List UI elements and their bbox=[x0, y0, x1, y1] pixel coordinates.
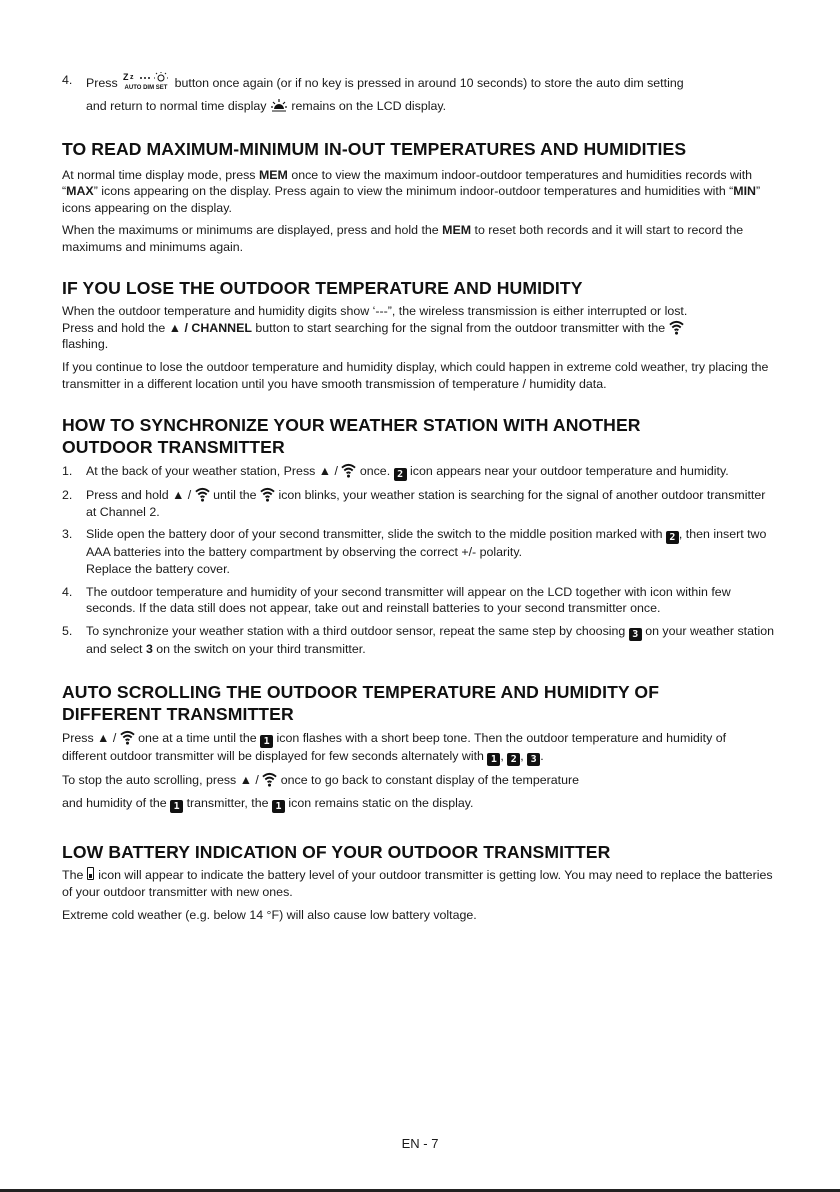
channel-icon: 2 bbox=[394, 468, 407, 481]
lose-paragraph-1: When the outdoor temperature and humidity digits show ‘---”, the wireless transmission is either interrupted or lost. bbox=[62, 304, 688, 319]
battery-icon bbox=[87, 867, 94, 880]
signal-icon bbox=[195, 487, 210, 502]
signal-icon bbox=[120, 730, 135, 745]
section-title-low-battery: LOW BATTERY INDICATION OF YOUR OUTDOOR TRANSMITTER bbox=[62, 841, 611, 862]
lose-paragraph-3: If you continue to lose the outdoor temperature and humidity display, which could happen in extreme cold weather, try placing the transmitter in a different location until you have smooth transmission of temperature / humidity data. bbox=[62, 359, 769, 391]
battery-paragraph-1: The icon will appear to indicate the battery level of your outdoor transmitter is getting low. You may need to replace the batteries of your outdoor transmitter with new ones. bbox=[62, 868, 773, 899]
section-title-max-min: TO READ MAXIMUM-MINIMUM IN-OUT TEMPERATURES AND HUMIDITIES bbox=[62, 139, 687, 160]
signal-icon bbox=[341, 463, 356, 478]
channel-icon: 2 bbox=[666, 531, 679, 544]
section-title-sync: HOW TO SYNCHRONIZE YOUR WEATHER STATION WITH ANOTHER OUTDOOR TRANSMITTER bbox=[62, 415, 641, 457]
auto-paragraph-1: Press ▲ / one at a time until the 1 icon flashes with a short beep tone. Then the outdoor temperature and humidity of different outdoor transmitter will be displayed for few seconds alternately with 1 , 2 , 3 . bbox=[62, 731, 727, 766]
channel-icon: 1 bbox=[272, 800, 285, 813]
section-title-lose-signal: IF YOU LOSE THE OUTDOOR TEMPERATURE AND HUMIDITY bbox=[62, 277, 583, 298]
svg-text:z: z bbox=[130, 74, 134, 81]
signal-icon bbox=[669, 320, 684, 335]
channel-icon: 1 bbox=[260, 735, 273, 748]
svg-text:AUTO DIM SET: AUTO DIM SET bbox=[124, 85, 168, 90]
lose-paragraph-2: Press and hold the ▲ / CHANNEL button to start searching for the signal from the outdoor transmitter with the flashing. bbox=[62, 320, 774, 353]
section-title-auto-scroll: AUTO SCROLLING THE OUTDOOR TEMPERATURE AND HUMIDITY OF DIFFERENT TRANSMITTER bbox=[62, 682, 660, 724]
page-number: EN - 7 bbox=[401, 1136, 439, 1151]
sync-step-5: 5. To synchronize your weather station with a third outdoor sensor, repeat the same step by choosing 3 on your weather station and select 3 on the switch on your third transmitter. bbox=[62, 623, 774, 656]
sun-icon bbox=[270, 98, 288, 112]
signal-icon bbox=[262, 772, 277, 787]
step-number: 4. bbox=[62, 73, 73, 87]
battery-paragraph-2: Extreme cold weather (e.g. below 14 °F) will also cause low battery voltage. bbox=[62, 907, 477, 922]
auto-paragraph-3: and humidity of the 1 transmitter, the 1 icon remains static on the display. bbox=[62, 795, 474, 812]
channel-icon: 1 bbox=[170, 800, 183, 813]
signal-icon bbox=[260, 487, 275, 502]
manual-page bbox=[62, 72, 774, 923]
channel-icon: 2 bbox=[507, 753, 520, 766]
step-4-auto-dim: 4. Press Z z AUTO DIM SET button once again (or if no key is pressed in around 10 seconds) to store the auto dim setting and return to normal time display remains on the LCD display. bbox=[62, 72, 684, 113]
sync-step-4: 4. The outdoor temperature and humidity of your second transmitter will appear on the LCD together with icon within few seconds. If the data still does not appear, take out and reinstall batteries to your second transmitter once. bbox=[62, 584, 731, 616]
sync-step-1: 1. At the back of your weather station, Press ▲ / once. 2 icon appears near your outdoor temperature and humidity. bbox=[62, 464, 729, 481]
auto-paragraph-2: To stop the auto scrolling, press ▲ / once to go back to constant display of the temperature bbox=[62, 773, 579, 788]
max-min-paragraph-1: At normal time display mode, press MEM once to view the maximum indoor-outdoor temperatures and humidities records with “MAX” icons appearing on the display. Press again to view the minimum indoor-outdoor temperatures and humidities with “MIN” icons appearing on the display. bbox=[62, 167, 761, 215]
sync-step-2: 2. Press and hold ▲ / until the icon blinks, your weather station is searching for the signal of another outdoor transmitter at Channel 2. bbox=[62, 488, 766, 519]
channel-icon: 1 bbox=[487, 753, 500, 766]
channel-icon: 3 bbox=[629, 628, 642, 641]
sync-step-3: 3. Slide open the battery door of your second transmitter, slide the switch to the middle position marked with 2 , then insert two AAA batteries into the battery compartment by observing the correct +/- polarity. Replace the battery cover. bbox=[62, 527, 767, 576]
auto-dim-set-icon bbox=[121, 72, 171, 90]
channel-icon: 3 bbox=[527, 753, 540, 766]
svg-text:Z: Z bbox=[123, 72, 129, 82]
max-min-paragraph-2: When the maximums or minimums are displayed, press and hold the MEM to reset both records and it will start to record the maximums and minimums again. bbox=[62, 223, 744, 255]
